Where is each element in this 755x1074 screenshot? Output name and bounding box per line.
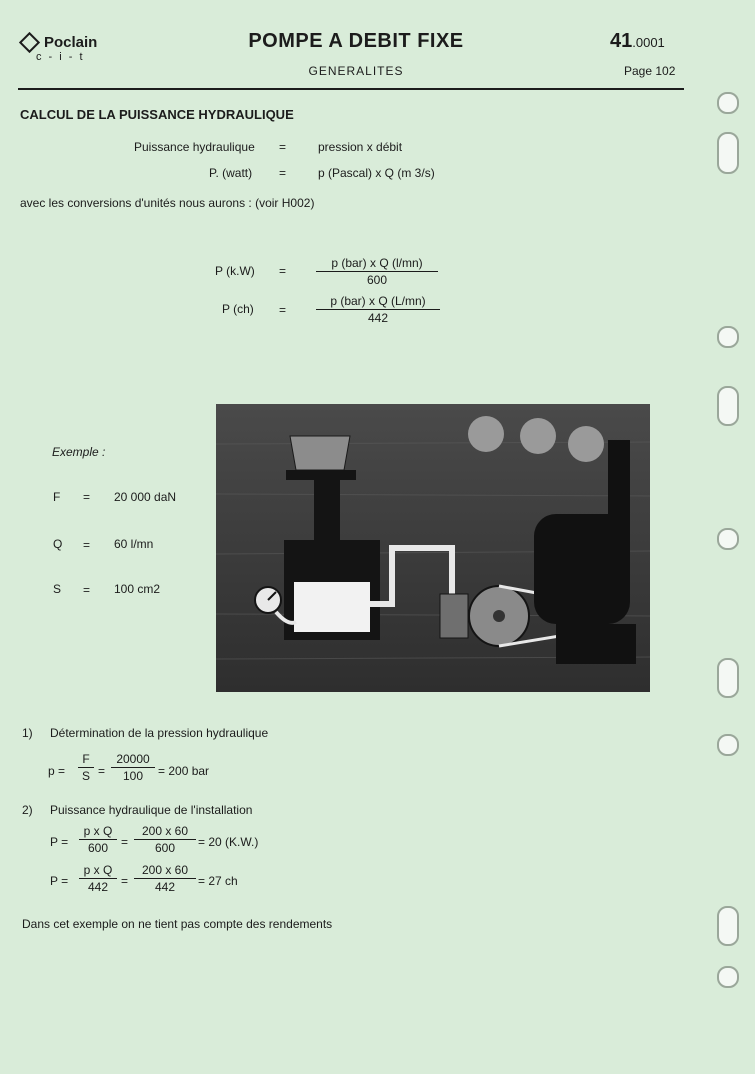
step2-ch-result: = 27 ch [198,874,238,888]
step2-ch-f1-num: p x Q [79,863,117,879]
step2-title: Puissance hydraulique de l'installation [50,803,253,817]
binder-hole [717,734,739,756]
example-row-s-sym: S [53,582,62,596]
step2-ch-lhs: P = [50,874,69,888]
example-row-q-eq: = [83,538,91,552]
step2-kw-f1-den: 600 [87,841,109,855]
footer-note: Dans cet exemple on ne tient pas compte des rendements [22,917,333,931]
step1-f2-num: 20000 [111,752,155,768]
installation-drawing [216,404,650,692]
hydraulic-installation-illustration [216,404,650,692]
conv-kw-left: P (k.W) [215,264,255,278]
binder-hole [717,326,739,348]
binder-hole [717,906,739,946]
example-label: Exemple : [52,445,106,459]
binder-hole [717,92,739,114]
step2-kw-lhs: P = [50,835,69,849]
formula1-left: Puissance hydraulique [134,140,255,154]
example-row-s-val: 100 cm2 [114,582,161,596]
step2-ch-eq: = [121,874,129,888]
page-number: Page 102 [624,64,676,78]
step2-kw-f1-num: p x Q [79,824,117,840]
step1-fraction1 [78,752,94,783]
conv-ch-left: P (ch) [222,302,254,316]
example-row-f-sym: F [53,490,61,504]
binder-hole [717,386,739,426]
conv-kw-fraction [316,256,438,287]
conversion-note: avec les conversions d'unités nous aurons : (voir H002) [20,196,315,210]
step1-f2-den: 100 [122,769,144,783]
conv-kw-eq: = [279,264,287,278]
brand-subtitle: c - i - t [36,51,85,63]
conv-kw-numerator: p (bar) x Q (l/mn) [316,256,438,272]
formula2-left: P. (watt) [209,166,253,180]
step1-eq: = [98,764,106,778]
binder-hole [717,966,739,988]
formula1-eq: = [279,140,287,154]
step2-ch-f1-den: 442 [87,880,109,894]
step1-result: = 200 bar [158,764,210,778]
conv-ch-denominator: 442 [367,311,389,325]
formula2-eq: = [279,166,287,180]
step2-ch-f2-num: 200 x 60 [134,863,196,879]
example-row-f-val: 20 000 daN [114,490,177,504]
step1-number: 1) [22,726,33,740]
step1-f1-num: F [78,752,94,768]
binder-hole [717,132,739,174]
conv-kw-denominator: 600 [366,273,388,287]
binder-hole [717,658,739,698]
doc-number-sub: .0001 [632,35,665,50]
step2-kw-f2-num: 200 x 60 [134,824,196,840]
conv-ch-fraction [316,294,440,325]
step1-title: Détermination de la pression hydraulique [50,726,269,740]
header-divider [18,88,684,90]
page-subtitle: GENERALITES [308,64,404,78]
conv-ch-eq: = [279,303,287,317]
step2-ch-fraction2 [134,863,196,894]
step2-kw-result: = 20 (K.W.) [198,835,259,849]
formula2-right: p (Pascal) x Q (m 3/s) [318,166,435,180]
step1-fraction2 [111,752,155,783]
step2-number: 2) [22,803,33,817]
brand-name: Poclain [44,34,98,51]
step2-kw-eq: = [121,835,129,849]
example-row-s-eq: = [83,583,91,597]
step2-kw-fraction2 [134,824,196,855]
document-number [610,30,665,53]
example-row-q-val: 60 l/mn [114,537,154,551]
step2-ch-f2-den: 442 [154,880,176,894]
doc-number-main: 41 [610,30,633,52]
conv-ch-numerator: p (bar) x Q (L/mn) [316,294,440,310]
example-row-f-eq: = [83,490,91,504]
step2-ch-fraction1 [79,863,117,894]
page-title: POMPE A DEBIT FIXE [248,30,464,52]
formula1-right: pression x débit [318,140,403,154]
step1-lhs: p = [48,764,66,778]
section-title: CALCUL DE LA PUISSANCE HYDRAULIQUE [20,107,294,122]
step2-kw-fraction1 [79,824,117,855]
step2-kw-f2-den: 600 [154,841,176,855]
example-row-q-sym: Q [53,537,63,551]
step1-f1-den: S [81,769,90,783]
binder-hole [717,528,739,550]
